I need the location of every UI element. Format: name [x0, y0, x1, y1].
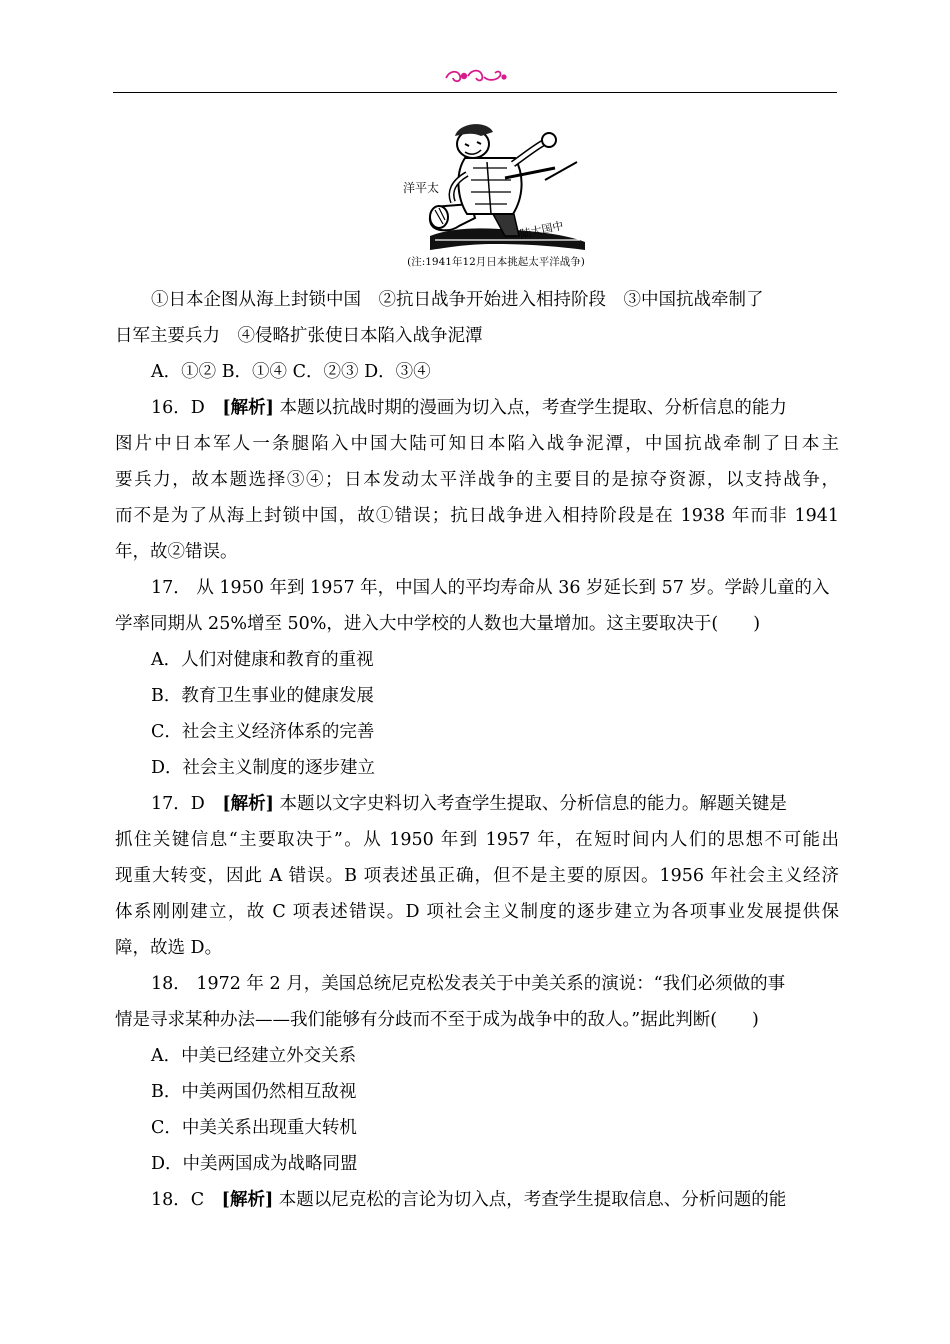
q16-answer-text: 本题以抗战时期的漫画为切入点，考查学生提取、分析信息的能力 — [273, 398, 787, 418]
q18-answer-text: 本题以尼克松的言论为切入点，考查学生提取信息、分析问题的能 — [273, 1190, 787, 1210]
q16-answer-line-1 — [115, 390, 839, 426]
q16-choices: A．①② B．①④ C．②③ D．③④ — [151, 362, 431, 382]
header-ornament-icon — [440, 66, 510, 86]
q17-answer-line-3: 现重大转变，因此 A 错误。B 项表述虽正确，但不是主要的原因。1956 年社会主义经济 — [115, 866, 839, 886]
q18-answer-number: 18．C — [151, 1190, 222, 1210]
q17-answer-line-2: 抓住关键信息“主要取决于”。从 1950 年到 1957 年，在短时间内人们的思想不可能出 — [115, 830, 839, 850]
q16-answer-number: 16．D — [151, 398, 223, 418]
header-rule — [113, 92, 837, 93]
q17-option-d: D．社会主义制度的逐步建立 — [151, 758, 376, 778]
cartoon-soldier-illustration — [395, 118, 595, 273]
q16-analysis-tag: [解析] — [222, 398, 274, 418]
q18-stem-line-1: 18． 1972 年 2 月，美国总统尼克松发表关于中美关系的演说：“我们必须做的事 — [151, 974, 786, 994]
q17-answer-text: 本题以文字史料切入考查学生提取、分析信息的能力。解题关键是 — [273, 794, 787, 814]
q17-answer-line-1 — [115, 786, 839, 822]
q18-analysis-tag: [解析] — [221, 1190, 274, 1210]
q16-answer-line-3: 要兵力，故本题选择③④；日本发动太平洋战争的主要目的是掠夺资源，以支持战争， — [115, 470, 839, 490]
q18-answer-line-1 — [115, 1182, 839, 1218]
q16-options-line-1: ①日本企图从海上封锁中国 ②抗日战争开始进入相持阶段 ③中国抗战牵制了 — [151, 290, 764, 310]
q17-option-c: C．社会主义经济体系的完善 — [151, 722, 375, 742]
q16-answer-line-2: 图片中日本军人一条腿陷入中国大陆可知日本陷入战争泥潭，中国抗战牵制了日本主 — [115, 434, 839, 454]
q18-option-b: B．中美两国仍然相互敌视 — [151, 1082, 357, 1102]
q17-option-a: A．人们对健康和教育的重视 — [151, 650, 374, 670]
q17-analysis-tag: [解析] — [222, 794, 274, 814]
label-china-mainland: 陆大国中 — [518, 219, 565, 241]
q17-answer-line-5: 障，故选 D。 — [115, 938, 223, 958]
figure-caption: (注:1941年12月日本挑起太平洋战争) — [407, 256, 585, 268]
q17-answer-line-4: 体系刚刚建立，故 C 项表述错误。D 项社会主义制度的逐步建立为各项事业发展提供保 — [115, 902, 839, 922]
q17-stem-line-1: 17． 从 1950 年到 1957 年，中国人的平均寿命从 36 岁延长到 57 岁。学龄儿童的入 — [151, 578, 830, 598]
q16-options-line-2: 日军主要兵力 ④侵略扩张使日本陷入战争泥潭 — [115, 326, 483, 346]
q16-answer-line-4: 而不是为了从海上封锁中国，故①错误；抗日战争进入相持阶段是在 1938 年而非 1941 — [115, 506, 839, 526]
q18-option-d: D．中美两国成为战略同盟 — [151, 1154, 358, 1174]
q18-option-a: A．中美已经建立外交关系 — [151, 1046, 357, 1066]
label-pacific: 洋平太 — [403, 181, 440, 195]
q17-option-b: B．教育卫生事业的健康发展 — [151, 686, 374, 706]
q17-answer-number: 17．D — [151, 794, 223, 814]
q18-stem-line-2: 情是寻求某种办法——我们能够有分歧而不至于成为战争中的敌人。”据此判断( ) — [115, 1010, 759, 1030]
q17-stem-line-2: 学率同期从 25%增至 50%，进入大中学校的人数也大量增加。这主要取决于( ) — [115, 614, 761, 634]
question-content — [115, 282, 839, 1218]
q18-option-c: C．中美关系出现重大转机 — [151, 1118, 357, 1138]
q16-answer-line-5: 年，故②错误。 — [115, 542, 238, 562]
